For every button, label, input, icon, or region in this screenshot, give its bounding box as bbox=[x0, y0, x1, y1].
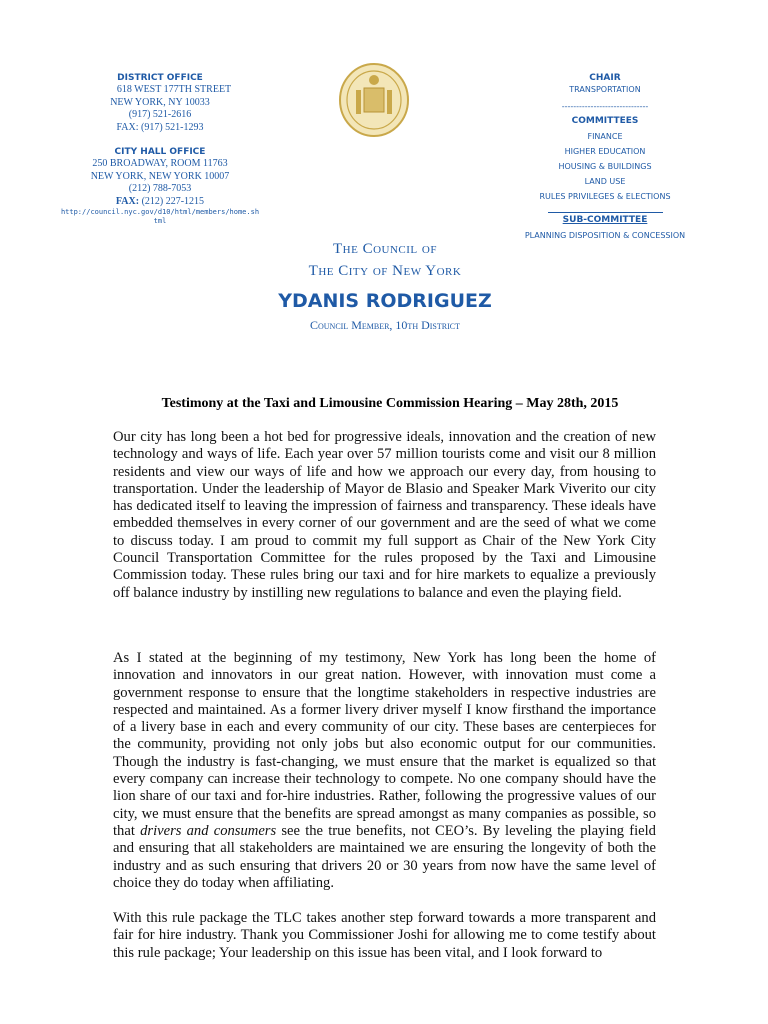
fax-number: (212) 227-1215 bbox=[141, 195, 205, 207]
committee-item: FINANCE bbox=[587, 132, 623, 141]
district-office-heading: DISTRICT OFFICE bbox=[117, 73, 203, 83]
office-info bbox=[60, 72, 260, 226]
district-office-line: NEW YORK, NY 10033 bbox=[110, 96, 210, 108]
council-url[interactable]: http://council.nyc.gov/d10/html/members/home.shtml bbox=[60, 208, 260, 226]
paragraph-2-text-end: see the true benefits, not CEO’s. By leveling the playing field and ensuring that all stakeholders are maintained we are ensuring the longevity of both the industry and as such ensuring that drivers 20 or 30 years from now have the same level of choice they do today when affiliating. bbox=[113, 822, 656, 891]
divider: ------------------------------ bbox=[561, 102, 649, 111]
city-hall-heading: CITY HALL OFFICE bbox=[114, 147, 206, 158]
committee-item: HOUSING & BUILDINGS bbox=[558, 162, 652, 171]
committee-item: LAND USE bbox=[584, 177, 626, 186]
document-title: Testimony at the Taxi and Limousine Commission Hearing – May 28th, 2015 bbox=[161, 396, 619, 411]
chair-value: TRANSPORTATION bbox=[569, 85, 641, 94]
city-hall-fax bbox=[60, 196, 260, 208]
subcommittee-value: PLANNING DISPOSITION & CONCESSION bbox=[524, 231, 686, 240]
member-title: Council Member, 10th District bbox=[309, 318, 460, 332]
council-name bbox=[230, 238, 540, 282]
council-line-2: The City of New York bbox=[308, 263, 462, 279]
paragraph-2-text: As I stated at the beginning of my testimony, New York has long been the home of innovation and innovators in our great nation. However, with innovation must come a government response to ensure that the longtime stakeholders in respective industries are respected and maintained. As a former livery driver myself I know firsthand the importance of a livery base in each and every community of our city. These bases are centerpieces for the community, providing not only jobs but also economic output for our communities. Though the industry is fast-changing, we must ensure that the market is equalized so that every company can increase their technology to compete. No one company should have the lion share of our taxi and for-hire industries. Rather, following the progressive values of our city, we must ensure that the benefits are spread amongst as many companies as possible, so that bbox=[113, 650, 656, 839]
committee-info bbox=[500, 72, 710, 243]
city-seal-icon bbox=[338, 62, 410, 138]
district-office-line: FAX: (917) 521-1293 bbox=[116, 121, 204, 133]
district-office-line: 618 WEST 177TH STREET bbox=[116, 84, 232, 96]
council-line-1: The Council of bbox=[333, 241, 437, 257]
city-hall-line: 250 BROADWAY, ROOM 11763 bbox=[92, 158, 228, 170]
paragraph-3: With this rule package the TLC takes another step forward towards a more transparent and fair for hire industry. Thank you Commissioner Joshi for allowing me to come testify about this rule package; Your leadership on this issue has been vital, and I look forward to bbox=[113, 910, 656, 961]
chair-heading: CHAIR bbox=[589, 73, 621, 83]
committee-item: HIGHER EDUCATION bbox=[564, 147, 646, 156]
city-hall-line: (212) 788-7053 bbox=[128, 183, 192, 195]
committees-heading: COMMITTEES bbox=[571, 116, 639, 126]
paragraph-2 bbox=[113, 650, 656, 892]
committee-item: RULES PRIVILEGES & ELECTIONS bbox=[539, 192, 671, 201]
fax-label: FAX: bbox=[115, 195, 140, 207]
city-hall-line: NEW YORK, NEW YORK 10007 bbox=[90, 170, 230, 182]
subcommittee-heading: SUB-COMMITTEE bbox=[562, 215, 648, 225]
paragraph-1: Our city has long been a hot bed for progressive ideals, innovation and the creation of new technology and ways of life. Each year over 57 million tourists come and visit our 8 million residents and view our ways of life and how we approach our every day, from housing to transportation. Under the leadership of Mayor de Blasio and Speaker Mark Viverito our city has dedicated itself to leaving the impression of fairness and transparency. These ideals have embedded themselves in every corner of our government and are the seed of what we come to discuss today. I am proud to commit my full support as Chair of the New York City Council Transportation Committee for the rules proposed by the Taxi and Limousine Commission today. These rules bring our taxi and for hire markets to equalize a previously off balance industry by instilling new regulations to balance and even the playing field. bbox=[113, 429, 656, 601]
district-office-line: (917) 521-2616 bbox=[128, 109, 192, 121]
paragraph-2-italic: drivers and consumers bbox=[140, 822, 277, 839]
member-name: YDANIS RODRIGUEZ bbox=[278, 290, 492, 312]
